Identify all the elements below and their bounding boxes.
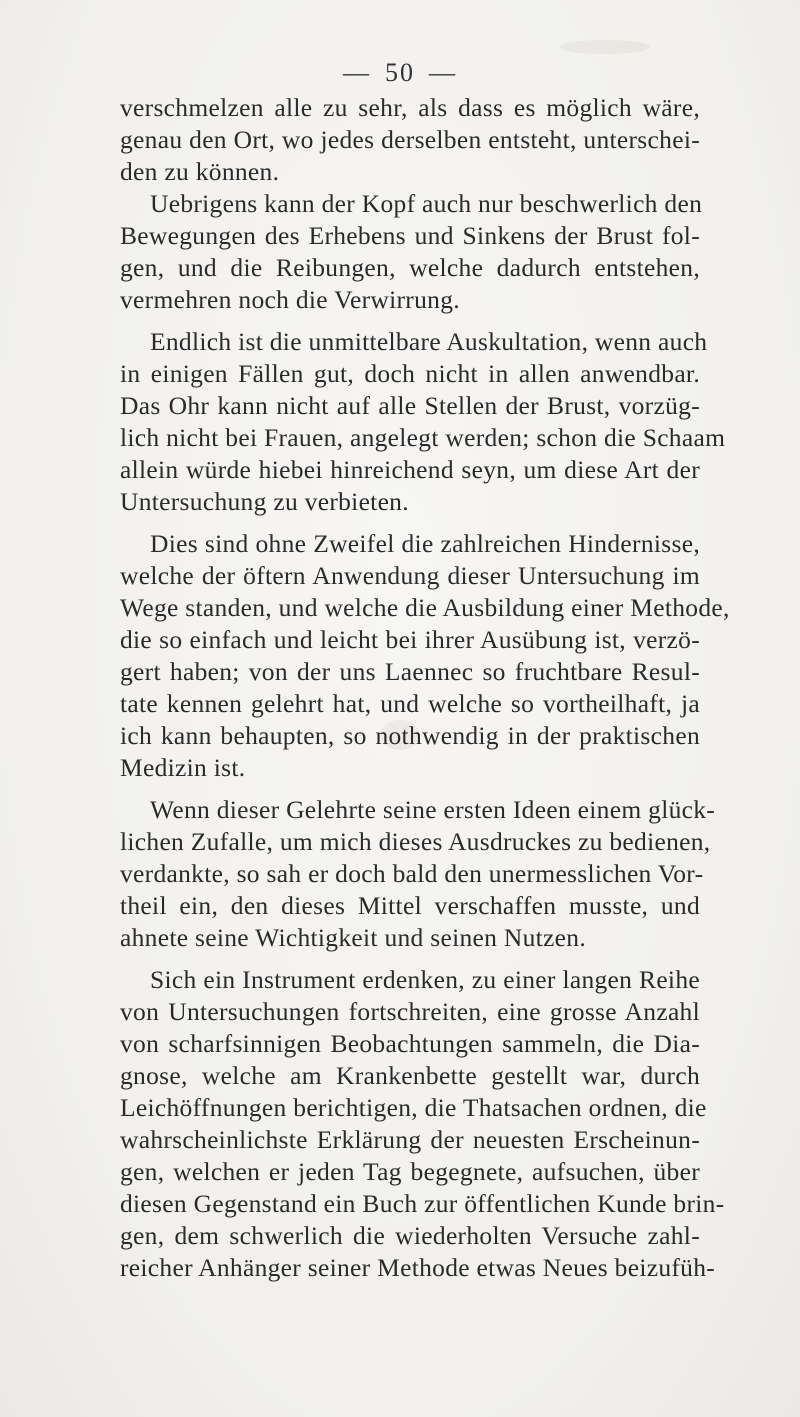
text-line: theil ein, den dieses Mittel verschaffen musste, und [120, 891, 700, 920]
text-line: lichen Zufalle, um mich dieses Ausdruckes zu bedienen, [120, 827, 711, 856]
text-line: Leichöffnungen berichtigen, die Thatsachen ordnen, die [120, 1093, 707, 1122]
text-line: allein würde hiebei hinreichend seyn, um diese Art der [120, 455, 700, 484]
text-line: ich kann behaupten, so nothwendig in der praktischen [120, 721, 700, 750]
header-dash-left: — [343, 58, 371, 87]
text-line: welche der öftern Anwendung dieser Untersuchung im [120, 561, 700, 590]
text-line: Endlich ist die unmittelbare Auskultation, wenn auch [150, 327, 708, 356]
text-line: Dies sind ohne Zweifel die zahlreichen Hindernisse, [150, 529, 700, 558]
text-line: den zu können. [120, 157, 280, 186]
text-line: gert haben; von der uns Laennec so fruchtbare Resul- [120, 657, 700, 686]
text-line: Untersuchung zu verbieten. [120, 487, 409, 516]
text-line: wahrscheinlichste Erklärung der neuesten Erscheinun- [120, 1125, 700, 1154]
page-number: 50 [385, 58, 415, 87]
header-dash-right: — [429, 58, 457, 87]
text-line: Das Ohr kann nicht auf alle Stellen der Brust, vorzüg- [120, 391, 700, 420]
text-line: Wege standen, und welche die Ausbildung einer Methode, [120, 593, 730, 622]
text-line: vermehren noch die Verwirrung. [120, 285, 460, 314]
text-line: Uebrigens kann der Kopf auch nur beschwerlich den [150, 189, 703, 218]
text-line: verschmelzen alle zu sehr, als dass es möglich wäre, [120, 93, 700, 122]
text-line: Sich ein Instrument erdenken, zu einer langen Reihe [150, 965, 700, 994]
text-line: gnose, welche am Krankenbette gestellt war, durch [120, 1061, 700, 1090]
text-line: reicher Anhänger seiner Methode etwas Neues beizufüh- [120, 1253, 716, 1282]
text-line: Medizin ist. [120, 753, 246, 782]
text-line: lich nicht bei Frauen, angelegt werden; schon die Schaam [120, 423, 726, 452]
text-line: gen, dem schwerlich die wiederholten Versuche zahl- [120, 1221, 700, 1250]
text-line: gen, und die Reibungen, welche dadurch entstehen, [120, 253, 700, 282]
paper-stain [560, 40, 650, 54]
text-line: diesen Gegenstand ein Buch zur öffentlichen Kunde brin- [120, 1189, 725, 1218]
text-line: tate kennen gelehrt hat, und welche so vortheilhaft, ja [120, 689, 700, 718]
page-header [0, 58, 800, 88]
text-line: gen, welchen er jeden Tag begegnete, aufsuchen, über [120, 1157, 700, 1186]
text-line: genau den Ort, wo jedes derselben entsteht, unterschei- [120, 125, 700, 154]
text-line: von Untersuchungen fortschreiten, eine grosse Anzahl [120, 997, 700, 1026]
text-line: Wenn dieser Gelehrte seine ersten Ideen einem glück- [150, 795, 716, 824]
text-line: von scharfsinnigen Beobachtungen sammeln, die Dia- [120, 1029, 700, 1058]
text-line: Bewegungen des Erhebens und Sinkens der Brust fol- [120, 221, 700, 250]
text-line: ahnete seine Wichtigkeit und seinen Nutzen. [120, 923, 587, 952]
text-line: in einigen Fällen gut, doch nicht in allen anwendbar. [120, 359, 700, 388]
text-line: verdankte, so sah er doch bald den unermesslichen Vor- [120, 859, 704, 888]
text-line: die so einfach und leicht bei ihrer Ausübung ist, verzö- [120, 625, 700, 654]
